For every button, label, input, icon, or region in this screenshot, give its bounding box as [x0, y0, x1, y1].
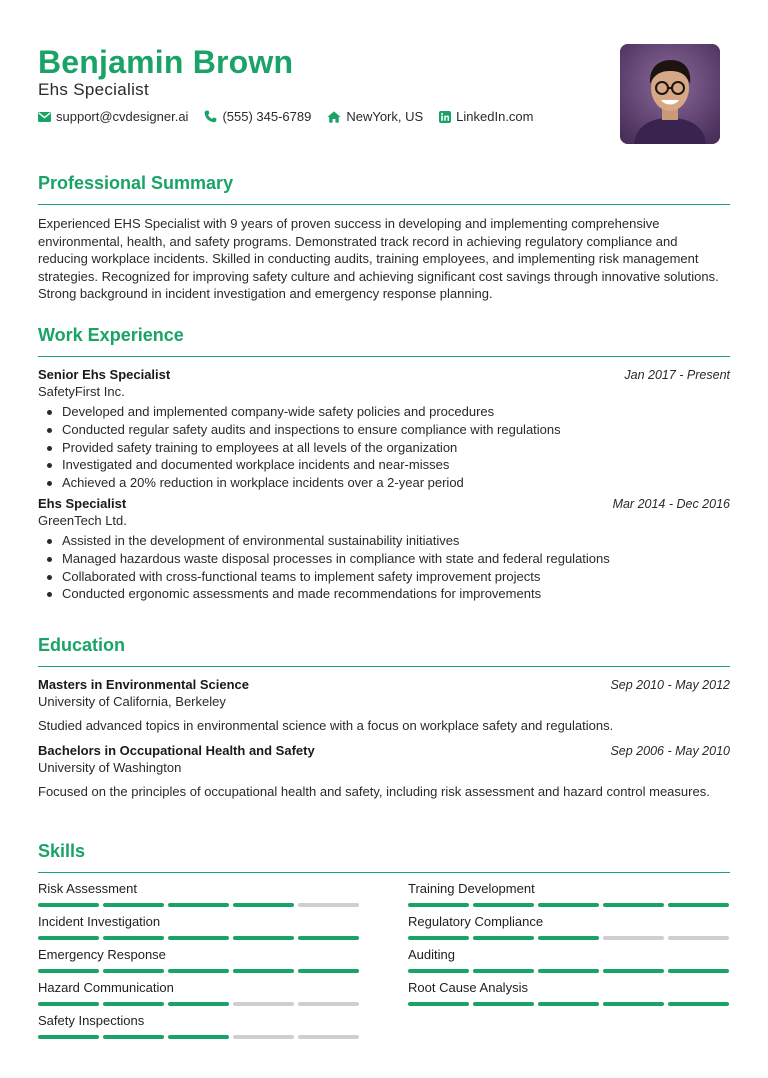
skill-level-segment-filled: [233, 903, 294, 907]
skill-level-segment-filled: [668, 903, 729, 907]
list-item: Conducted ergonomic assessments and made recommendations for improvements: [38, 585, 730, 603]
skill-level-segment-empty: [603, 936, 664, 940]
candidate-name: Benjamin Brown: [38, 44, 294, 80]
skill-level-segment-filled: [408, 936, 469, 940]
skill-item: [408, 980, 730, 1006]
education-description: Studied advanced topics in environmental science with a focus on workplace safety and regulations.: [38, 718, 614, 733]
skill-level-segment-filled: [298, 969, 359, 973]
contact-linkedin-text: LinkedIn.com: [456, 109, 534, 124]
skill-level-segment-filled: [538, 936, 599, 940]
skill-level-bar: [38, 903, 408, 907]
skill-level-segment-filled: [473, 969, 534, 973]
job-title: Senior Ehs Specialist: [38, 367, 171, 382]
education-entry: [38, 743, 730, 801]
phone-icon: [204, 110, 217, 123]
school-name: University of California, Berkeley: [38, 694, 226, 709]
skill-level-segment-filled: [168, 903, 229, 907]
skill-level-segment-filled: [168, 936, 229, 940]
skill-level-segment-filled: [408, 1002, 469, 1006]
skill-level-segment-empty: [298, 1002, 359, 1006]
contact-linkedin[interactable]: [439, 109, 533, 124]
skills-section: [38, 841, 730, 1039]
skill-item: [38, 881, 408, 907]
skill-level-segment-filled: [103, 1035, 164, 1039]
skill-level-segment-filled: [298, 936, 359, 940]
envelope-icon: [38, 112, 51, 122]
contact-list: [38, 109, 534, 124]
skill-level-bar: [38, 1035, 408, 1039]
job-bullets: [38, 532, 730, 603]
skill-name: Emergency Response: [38, 947, 166, 962]
skill-name: Risk Assessment: [38, 881, 137, 896]
job-title: Ehs Specialist: [38, 495, 127, 511]
skill-level-segment-filled: [603, 1002, 664, 1006]
skill-level-segment-filled: [38, 1035, 99, 1039]
skill-level-segment-filled: [668, 969, 729, 973]
list-item: Provided safety training to employees at all levels of the organization: [38, 439, 730, 457]
education-title: Education: [38, 635, 126, 655]
list-item: Developed and implemented company-wide safety policies and procedures: [38, 403, 730, 421]
skill-level-segment-filled: [168, 969, 229, 973]
skill-level-segment-filled: [408, 903, 469, 907]
job-company: SafetyFirst Inc.: [38, 384, 125, 399]
list-item: Achieved a 20% reduction in workplace incidents over a 2-year period: [38, 474, 730, 492]
candidate-role: Ehs Specialist: [38, 80, 149, 99]
skill-level-segment-filled: [38, 903, 99, 907]
skill-level-segment-filled: [603, 903, 664, 907]
skill-item: [38, 980, 408, 1006]
school-name: University of Washington: [38, 759, 182, 775]
skill-level-segment-empty: [668, 936, 729, 940]
skill-level-segment-filled: [103, 1002, 164, 1006]
skill-level-segment-filled: [38, 1002, 99, 1006]
profile-photo: [620, 44, 720, 144]
skill-level-segment-filled: [103, 936, 164, 940]
job-company: GreenTech Ltd.: [38, 512, 127, 528]
section-divider: [38, 666, 730, 667]
work-title: Work Experience: [38, 325, 184, 345]
skill-level-segment-filled: [233, 936, 294, 940]
list-item: Collaborated with cross-functional teams to implement safety improvement projects: [38, 568, 730, 586]
degree-title: Bachelors in Occupational Health and Safety: [38, 742, 315, 758]
skill-item: [38, 914, 408, 940]
list-item: Managed hazardous waste disposal processes in compliance with state and federal regulations: [38, 550, 730, 568]
skill-level-segment-filled: [233, 969, 294, 973]
contact-phone-text: (555) 345-6789: [222, 109, 312, 124]
skill-name: Regulatory Compliance: [408, 914, 544, 929]
skill-item: [408, 881, 730, 907]
summary-text: Experienced EHS Specialist with 9 years of proven success in developing and implementing comprehensive environmental, health, and safety programs. Demonstrated track record in achieving regulatory compliance and reducing workplace incidents. Skilled in conducting audits, training employees, and implementing risk management strategies. Recognized for improving safety culture and achieving significant cost savings through innovative solutions. Strong background in incident investigation and emergency response planning.: [38, 216, 719, 302]
education-date: Sep 2010 - May 2012: [610, 678, 730, 692]
skill-level-segment-filled: [473, 1002, 534, 1006]
contact-location-text: NewYork, US: [346, 109, 424, 124]
skill-level-segment-filled: [473, 936, 534, 940]
skill-level-segment-filled: [168, 1002, 229, 1006]
section-divider: [38, 356, 730, 357]
skill-level-segment-empty: [233, 1002, 294, 1006]
skill-level-segment-filled: [38, 936, 99, 940]
home-icon: [327, 111, 341, 123]
skill-level-segment-empty: [233, 1035, 294, 1039]
resume-header: [38, 0, 730, 160]
skill-level-segment-filled: [538, 1002, 599, 1006]
summary-section: [38, 173, 730, 303]
skill-name: Safety Inspections: [38, 1013, 145, 1028]
education-description: Focused on the principles of occupational health and safety, including risk assessment and hazard control measures.: [38, 783, 710, 799]
job-bullets: [38, 403, 730, 492]
linkedin-icon: [439, 111, 451, 123]
job-entry: [38, 496, 730, 603]
skill-item: [38, 947, 408, 973]
skill-item: [408, 947, 730, 973]
skill-name: Root Cause Analysis: [408, 980, 528, 995]
skill-level-segment-filled: [103, 969, 164, 973]
skill-name: Incident Investigation: [38, 914, 161, 929]
skill-level-segment-empty: [298, 1035, 359, 1039]
job-entry: [38, 367, 730, 492]
skill-level-segment-filled: [538, 969, 599, 973]
resume-page: [38, 0, 730, 1028]
skill-name: Auditing: [408, 947, 455, 962]
skill-level-segment-filled: [168, 1035, 229, 1039]
section-divider: [38, 872, 730, 873]
skills-title: Skills: [38, 841, 86, 861]
work-section: [38, 325, 730, 603]
skill-level-segment-empty: [298, 903, 359, 907]
contact-location: [327, 109, 423, 124]
skill-level-segment-filled: [538, 903, 599, 907]
skill-level-bar: [408, 1002, 730, 1006]
education-section: [38, 635, 730, 800]
job-date: Mar 2014 - Dec 2016: [612, 496, 730, 511]
list-item: Investigated and documented workplace incidents and near-misses: [38, 456, 730, 474]
education-date: Sep 2006 - May 2010: [610, 743, 730, 758]
summary-title: Professional Summary: [38, 173, 234, 193]
list-item: Conducted regular safety audits and inspections to ensure compliance with regulations: [38, 421, 730, 439]
skill-item: [408, 914, 730, 940]
skill-name: Hazard Communication: [38, 980, 174, 995]
contact-phone[interactable]: [204, 109, 311, 124]
job-date: Jan 2017 - Present: [624, 368, 730, 382]
education-entry: [38, 677, 730, 735]
degree-title: Masters in Environmental Science: [38, 677, 249, 692]
skill-level-bar: [38, 936, 408, 940]
contact-email-text: support@cvdesigner.ai: [56, 109, 189, 124]
skill-level-bar: [408, 969, 730, 973]
skill-level-segment-filled: [103, 903, 164, 907]
section-divider: [38, 204, 730, 205]
skill-level-segment-filled: [408, 969, 469, 973]
skill-name: Training Development: [408, 881, 535, 896]
skill-level-segment-filled: [603, 969, 664, 973]
skill-level-bar: [38, 1002, 408, 1006]
skill-level-bar: [38, 969, 408, 973]
skill-level-segment-filled: [668, 1002, 729, 1006]
skill-level-segment-filled: [473, 903, 534, 907]
skill-level-segment-filled: [38, 969, 99, 973]
contact-email[interactable]: [38, 109, 188, 124]
list-item: Assisted in the development of environmental sustainability initiatives: [38, 532, 730, 550]
skill-level-bar: [408, 936, 730, 940]
skill-level-bar: [408, 903, 730, 907]
skills-grid: [38, 881, 730, 1039]
skill-item: [38, 1013, 408, 1039]
